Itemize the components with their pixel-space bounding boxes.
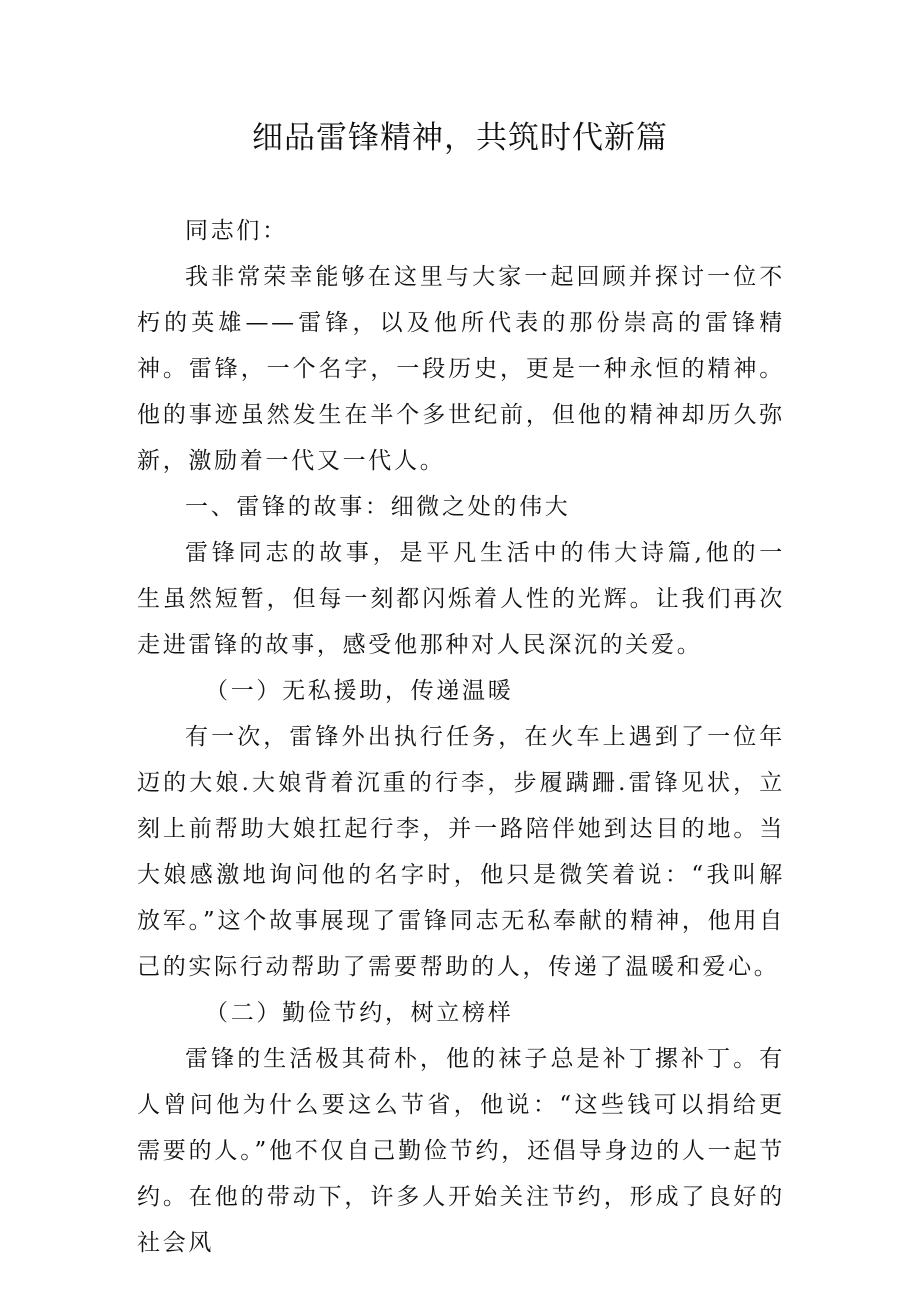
document-body	[137, 208, 785, 1266]
intro-paragraph: 我非常荣幸能够在这里与大家一起回顾并探讨一位不朽的英雄——雷锋，以及他所代表的那份崇高的雷锋精神。雷锋，一个名字，一段历史，更是一种永恒的精神。他的事迹虽然发生在半个多世纪前，但他的精神却历久弥新，激励着一代又一代人。	[137, 264, 785, 474]
section-1-paragraph: 雷锋同志的故事，是平凡生活中的伟大诗篇,他的一生虽然短暂，但每一刻都闪烁着人性的光辉。让我们再次走进雷锋的故事，感受他那种对人民深沉的关爱。	[137, 540, 785, 658]
salutation: 同志们：	[185, 218, 288, 244]
subsection-2-paragraph: 雷锋的生活极其荷朴，他的袜子总是补丁摞补丁。有人曾问他为什么要这么节省，他说：“这些钱可以捐给更需要的人。”他不仅自己勤俭节约，还倡导身边的人一起节约。在他的带动下，许多人开始关注节约，形成了良好的社会风	[137, 1046, 785, 1256]
subsection-heading-1: （一）无私援助，传递温暖	[205, 678, 514, 704]
subsection-1-paragraph: 有一次，雷锋外出执行任务，在火车上遇到了一位年迈的大娘.大娘背着沉重的行李，步履蹒跚.雷锋见状，立刻上前帮助大娘扛起行李，并一路陪伴她到达目的地。当大娘感激地询问他的名字时，他只是微笑着说：“我叫解放军。”这个故事展现了雷锋同志无私奉献的精神，他用自己的实际行动帮助了需要帮助的人，传递了温暖和爱心。	[137, 724, 785, 980]
document-title: 细品雷锋精神，共筑时代新篇	[252, 120, 668, 156]
section-heading-1: 一、雷锋的故事：细微之处的伟大	[185, 494, 571, 520]
subsection-heading-2: （二）勤俭节约，树立榜样	[205, 1000, 514, 1026]
